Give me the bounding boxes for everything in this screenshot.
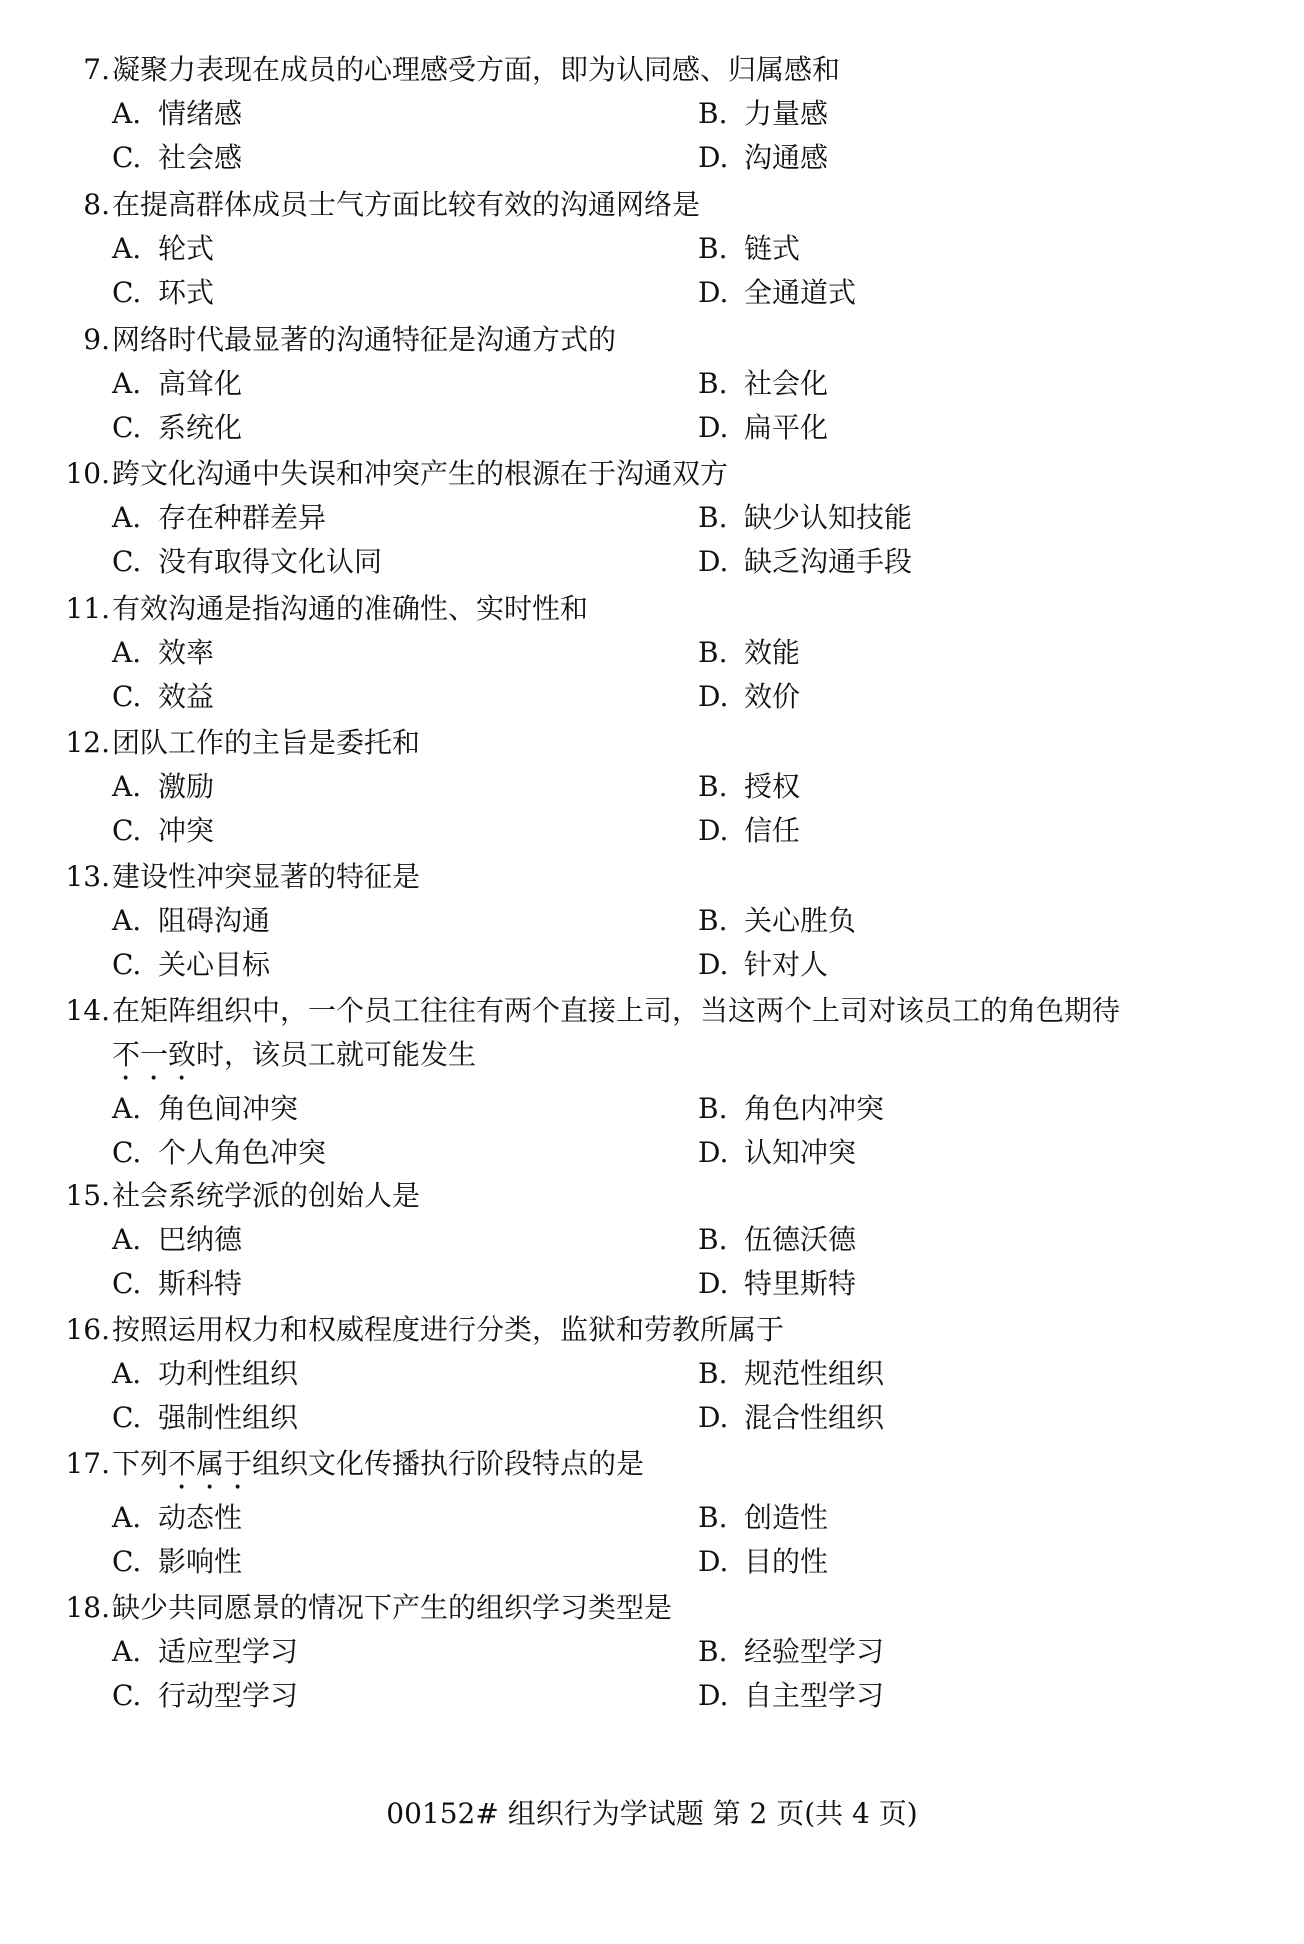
emphasized-text: 不属于 <box>168 1447 253 1480</box>
option-row <box>0 809 1304 853</box>
option-row <box>0 1131 1304 1175</box>
option-d: D. 扁平化 <box>698 411 829 444</box>
question-10 <box>0 452 1304 584</box>
question-text: 有效沟通是指沟通的准确性、实时性和 <box>112 592 589 625</box>
question-8 <box>0 183 1304 315</box>
option-d: D. 缺乏沟通手段 <box>698 545 913 578</box>
question-15 <box>0 1174 1304 1306</box>
option-a: A. 高耸化 <box>112 367 243 400</box>
option-a: A. 情绪感 <box>112 97 243 130</box>
question-text-line-2: 不一致时，该员工就可能发生 <box>112 1038 477 1071</box>
option-b: B. 创造性 <box>698 1501 829 1534</box>
question-number: 16. <box>65 1313 110 1346</box>
question-number: 7. <box>83 53 110 86</box>
option-c: C. 关心目标 <box>112 948 271 981</box>
question-text: 团队工作的主旨是委托和 <box>112 726 421 759</box>
question-number: 18. <box>65 1591 110 1624</box>
question-text: 按照运用权力和权威程度进行分类，监狱和劳教所属于 <box>112 1313 785 1346</box>
question-text: 在提高群体成员士气方面比较有效的沟通网络是 <box>112 188 701 221</box>
question-text: 凝聚力表现在成员的心理感受方面，即为认同感、归属感和 <box>112 53 841 86</box>
question-number: 11. <box>65 592 110 625</box>
option-c: C. 行动型学习 <box>112 1679 299 1712</box>
question-16 <box>0 1308 1304 1440</box>
question-stem <box>0 452 1304 496</box>
question-text: 下列不属于组织文化传播执行阶段特点的是 <box>112 1447 645 1480</box>
option-c: C. 强制性组织 <box>112 1401 299 1434</box>
option-row <box>0 362 1304 406</box>
option-row <box>0 92 1304 136</box>
question-number: 12. <box>65 726 110 759</box>
question-stem <box>0 1174 1304 1218</box>
question-14 <box>0 989 1304 1175</box>
question-stem <box>0 318 1304 362</box>
option-d: D. 混合性组织 <box>698 1401 885 1434</box>
option-a: A. 效率 <box>112 636 215 669</box>
option-d: D. 效价 <box>698 680 801 713</box>
option-b: B. 力量感 <box>698 97 829 130</box>
option-row <box>0 631 1304 675</box>
option-b: B. 规范性组织 <box>698 1357 885 1390</box>
option-b: B. 关心胜负 <box>698 904 857 937</box>
question-number: 10. <box>65 457 110 490</box>
option-row <box>0 496 1304 540</box>
option-c: C. 个人角色冲突 <box>112 1136 327 1169</box>
question-18 <box>0 1586 1304 1718</box>
question-17 <box>0 1442 1304 1584</box>
option-b: B. 链式 <box>698 232 801 265</box>
question-stem <box>0 1308 1304 1352</box>
option-a: A. 动态性 <box>112 1501 243 1534</box>
question-text: 在矩阵组织中，一个员工往往有两个直接上司，当这两个上司对该员工的角色期待 <box>112 994 1121 1027</box>
option-d: D. 认知冲突 <box>698 1136 857 1169</box>
option-row <box>0 406 1304 450</box>
option-c: C. 冲突 <box>112 814 215 847</box>
question-text: 建设性冲突显著的特征是 <box>112 860 421 893</box>
option-b: B. 授权 <box>698 770 801 803</box>
question-stem <box>0 1442 1304 1496</box>
option-a: A. 适应型学习 <box>112 1635 299 1668</box>
question-number: 8. <box>83 188 110 221</box>
option-c: C. 社会感 <box>112 141 243 174</box>
question-stem <box>0 1586 1304 1630</box>
option-row <box>0 271 1304 315</box>
question-stem <box>0 48 1304 92</box>
option-c: C. 没有取得文化认同 <box>112 545 383 578</box>
question-number: 9. <box>83 323 110 356</box>
question-number: 15. <box>65 1179 110 1212</box>
emphasized-text: 不一致 <box>112 1038 197 1071</box>
option-d: D. 特里斯特 <box>698 1267 857 1300</box>
option-d: D. 沟通感 <box>698 141 829 174</box>
option-c: C. 影响性 <box>112 1545 243 1578</box>
option-a: A. 功利性组织 <box>112 1357 299 1390</box>
option-row <box>0 1218 1304 1262</box>
option-row <box>0 1674 1304 1718</box>
option-a: A. 存在种群差异 <box>112 501 327 534</box>
question-stem-continuation <box>0 1033 1304 1087</box>
question-text: 社会系统学派的创始人是 <box>112 1179 421 1212</box>
question-text: 跨文化沟通中失误和冲突产生的根源在于沟通双方 <box>112 457 729 490</box>
option-row <box>0 227 1304 271</box>
option-a: A. 阻碍沟通 <box>112 904 271 937</box>
option-row <box>0 765 1304 809</box>
question-stem <box>0 989 1304 1033</box>
option-b: B. 社会化 <box>698 367 829 400</box>
option-b: B. 缺少认知技能 <box>698 501 913 534</box>
option-row <box>0 136 1304 180</box>
option-row <box>0 943 1304 987</box>
option-row <box>0 1396 1304 1440</box>
question-13 <box>0 855 1304 987</box>
option-c: C. 斯科特 <box>112 1267 243 1300</box>
option-a: A. 角色间冲突 <box>112 1092 299 1125</box>
option-b: B. 角色内冲突 <box>698 1092 885 1125</box>
option-row <box>0 540 1304 584</box>
question-number: 14. <box>65 994 110 1027</box>
question-text: 缺少共同愿景的情况下产生的组织学习类型是 <box>112 1591 673 1624</box>
question-stem <box>0 587 1304 631</box>
question-9 <box>0 318 1304 450</box>
question-text: 网络时代最显著的沟通特征是沟通方式的 <box>112 323 617 356</box>
option-row <box>0 1540 1304 1584</box>
option-row <box>0 899 1304 943</box>
question-number: 17. <box>65 1447 110 1480</box>
question-7 <box>0 48 1304 180</box>
option-d: D. 目的性 <box>698 1545 829 1578</box>
option-d: D. 全通道式 <box>698 276 857 309</box>
question-number: 13. <box>65 860 110 893</box>
option-row <box>0 1262 1304 1306</box>
option-d: D. 针对人 <box>698 948 829 981</box>
option-d: D. 信任 <box>698 814 801 847</box>
option-a: A. 巴纳德 <box>112 1223 243 1256</box>
option-a: A. 激励 <box>112 770 215 803</box>
option-b: B. 效能 <box>698 636 801 669</box>
option-row <box>0 1630 1304 1674</box>
question-11 <box>0 587 1304 719</box>
option-d: D. 自主型学习 <box>698 1679 885 1712</box>
option-row <box>0 1087 1304 1131</box>
option-b: B. 伍德沃德 <box>698 1223 857 1256</box>
option-b: B. 经验型学习 <box>698 1635 885 1668</box>
option-c: C. 环式 <box>112 276 215 309</box>
option-a: A. 轮式 <box>112 232 215 265</box>
option-row <box>0 1352 1304 1396</box>
page-footer: 00152# 组织行为学试题 第 2 页(共 4 页) <box>386 1797 918 1830</box>
option-c: C. 效益 <box>112 680 215 713</box>
option-c: C. 系统化 <box>112 411 243 444</box>
option-row <box>0 675 1304 719</box>
question-stem <box>0 183 1304 227</box>
question-12 <box>0 721 1304 853</box>
option-row <box>0 1496 1304 1540</box>
question-stem <box>0 855 1304 899</box>
question-stem <box>0 721 1304 765</box>
